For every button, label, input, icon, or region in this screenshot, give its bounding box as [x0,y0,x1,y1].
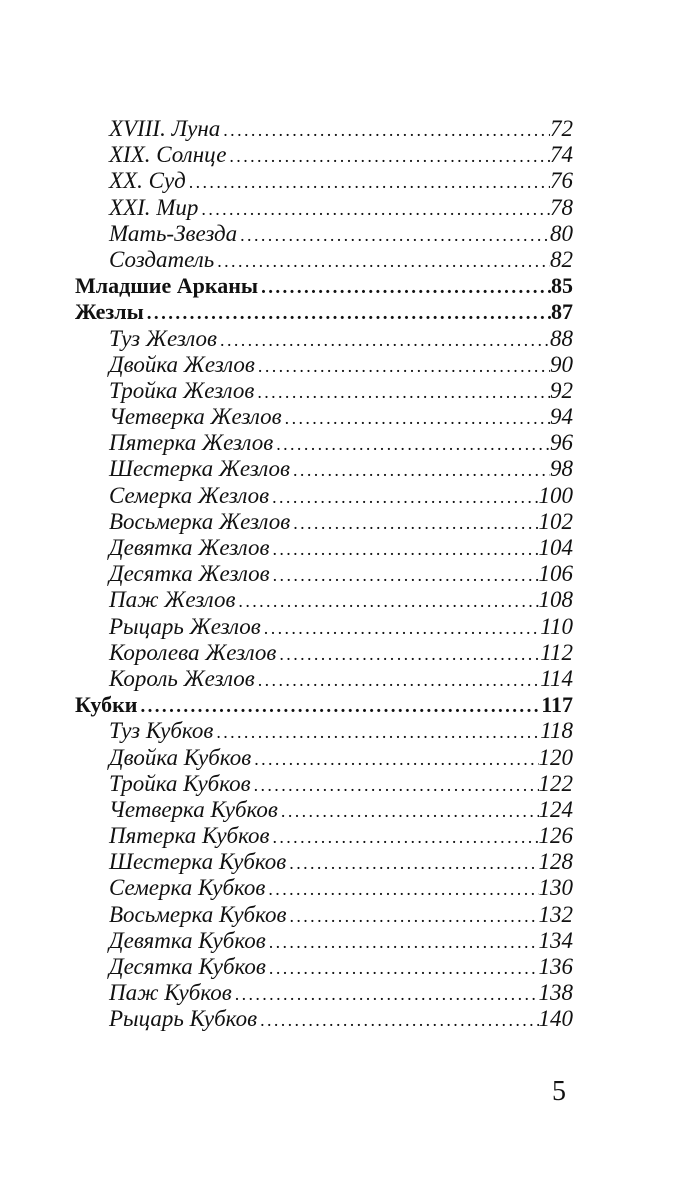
toc-entry-title: Пятерка Жезлов [109,430,274,456]
toc-entry [75,745,573,771]
toc-entry [75,247,573,273]
toc-entry-title: Король Жезлов [109,665,255,691]
toc-entry-title: Двойка Кубков [109,744,252,770]
toc-entry [75,430,573,456]
toc-entry-title: Туз Кубков [109,718,214,744]
dot-leader [198,196,550,221]
toc-entry [75,509,573,535]
toc-entry-page: 110 [540,613,573,639]
toc-entry-page: 132 [538,901,573,927]
toc-entry-page: 98 [550,456,573,482]
toc-entry [75,116,573,142]
toc-entry [75,195,573,221]
toc-entry-title: Восьмерка Кубков [109,901,287,927]
toc-entry [75,561,573,587]
toc-entry-page: 88 [550,325,573,351]
dot-leader [186,169,550,194]
toc-entry-title: Жезлы [75,299,144,325]
toc-entry-title: Королева Жезлов [109,639,277,665]
toc-entry [75,221,573,247]
toc-entry [75,587,573,613]
toc-entry-title: Семерка Кубков [109,875,266,901]
toc-entry-page: 122 [538,770,573,796]
dot-leader [266,955,539,980]
toc-entry [75,142,573,168]
toc-entry-title: Кубки [75,692,138,718]
dot-leader [137,694,541,718]
dot-leader [251,772,539,797]
toc-entry-title: Паж Жезлов [109,587,236,613]
toc-entry [75,902,573,928]
toc-entry-title: Мать-Звезда [109,220,238,246]
dot-leader [276,641,540,666]
toc-entry [75,378,573,404]
toc-entry-page: 82 [550,246,573,272]
toc-entry-page: 124 [538,796,573,822]
toc-entry-page: 108 [538,587,573,613]
dot-leader [254,379,550,404]
dot-leader [286,903,538,928]
toc-entry-page: 134 [538,927,573,953]
dot-leader [255,667,540,692]
toc-entry-page: 112 [540,639,573,665]
toc-entry [75,954,573,980]
dot-leader [237,222,550,247]
toc-entry [75,483,573,509]
dot-leader [290,457,550,482]
toc-entry [75,640,573,666]
dot-leader [217,327,550,352]
toc-entry [75,718,573,744]
toc-entry-title: XVIII. Луна [109,116,221,141]
toc-entry-title: Младшие Арканы [75,273,259,299]
toc-entry-page: 136 [538,954,573,979]
toc-entry-title: Девятка Кубков [109,927,266,953]
dot-leader [258,275,551,299]
page-number: 5 [552,1076,566,1107]
toc-entry [75,456,573,482]
toc-entry [75,535,573,561]
dot-leader [278,798,539,823]
toc-entry-page: 85 [551,273,573,299]
toc-entry-page: 117 [541,692,573,718]
toc-entry-page: 138 [538,980,573,1006]
toc-entry-page: 118 [540,718,573,744]
toc-entry [75,771,573,797]
toc-entry-title: Десятка Кубков [109,954,266,979]
toc-entry [75,849,573,875]
toc-entry [75,273,573,299]
toc-entry-page: 87 [551,299,573,325]
toc-entry-title: Девятка Жезлов [109,535,270,560]
toc-entry-page: 106 [538,561,573,587]
dot-leader [290,510,538,535]
toc-entry-page: 72 [550,116,573,141]
toc-entry-title: Рыцарь Жезлов [109,613,261,639]
toc-entry-page: 76 [550,168,573,194]
toc-entry [75,1006,573,1032]
toc-entry-page: 120 [538,744,573,770]
dot-leader [220,117,550,142]
toc-entry-title: Тройка Кубков [109,770,251,796]
toc-entry-title: XX. Суд [109,168,186,194]
toc-entry-title: Семерка Жезлов [109,482,270,508]
toc-entry-page: 140 [538,1006,573,1032]
toc-entry-title: XIX. Солнце [109,142,227,168]
toc-entry [75,404,573,430]
toc-entry [75,666,573,692]
toc-entry-page: 92 [550,377,573,403]
toc-entry-title: Шестерка Кубков [109,849,287,875]
toc-entry-page: 128 [538,849,573,875]
toc-entry-page: 78 [550,194,573,220]
toc-entry-page: 100 [538,482,573,508]
dot-leader [282,405,550,430]
dot-leader [251,746,538,771]
table-of-contents [75,116,573,1033]
dot-leader [232,981,539,1006]
toc-entry-title: Паж Кубков [109,980,232,1006]
dot-leader [265,876,538,901]
toc-entry-title: Пятерка Кубков [109,823,270,849]
dot-leader [226,143,550,168]
toc-entry [75,614,573,640]
toc-entry [75,168,573,194]
toc-entry-page: 130 [538,875,573,901]
toc-entry [75,299,573,325]
toc-entry-title: Четверка Жезлов [109,404,282,430]
toc-entry [75,797,573,823]
toc-entry-title: XXI. Мир [109,194,199,220]
dot-leader [270,562,539,587]
dot-leader [255,353,550,378]
dot-leader [213,719,540,744]
toc-entry-page: 104 [538,535,573,560]
dot-leader [269,536,538,561]
toc-entry-page: 102 [538,508,573,534]
toc-entry-title: Шестерка Жезлов [109,456,291,482]
toc-entry-title: Тройка Жезлов [109,377,255,403]
dot-leader [269,484,538,509]
toc-entry-title: Десятка Жезлов [109,561,270,587]
dot-leader [214,248,550,273]
dot-leader [257,1007,538,1032]
toc-entry [75,980,573,1006]
dot-leader [286,850,538,875]
toc-entry [75,352,573,378]
toc-entry-title: Четверка Кубков [109,796,278,822]
toc-entry-title: Восьмерка Жезлов [109,508,291,534]
toc-entry-page: 96 [550,430,573,456]
toc-entry-page: 74 [550,142,573,168]
toc-entry-page: 114 [540,665,573,691]
dot-leader [266,929,539,954]
toc-entry-title: Создатель [109,246,215,272]
toc-entry-page: 90 [550,351,573,377]
toc-entry-title: Двойка Жезлов [109,351,255,377]
toc-entry [75,692,573,718]
dot-leader [235,588,538,613]
toc-entry-title: Туз Жезлов [109,325,218,351]
toc-entry [75,823,573,849]
toc-entry-page: 94 [550,404,573,430]
toc-entry-page: 80 [550,220,573,246]
toc-entry [75,928,573,954]
toc-entry-page: 126 [538,823,573,849]
dot-leader [261,615,540,640]
dot-leader [144,301,551,325]
toc-entry [75,326,573,352]
toc-entry [75,875,573,901]
toc-entry-title: Рыцарь Кубков [109,1006,258,1032]
dot-leader [269,824,538,849]
dot-leader [273,431,550,456]
